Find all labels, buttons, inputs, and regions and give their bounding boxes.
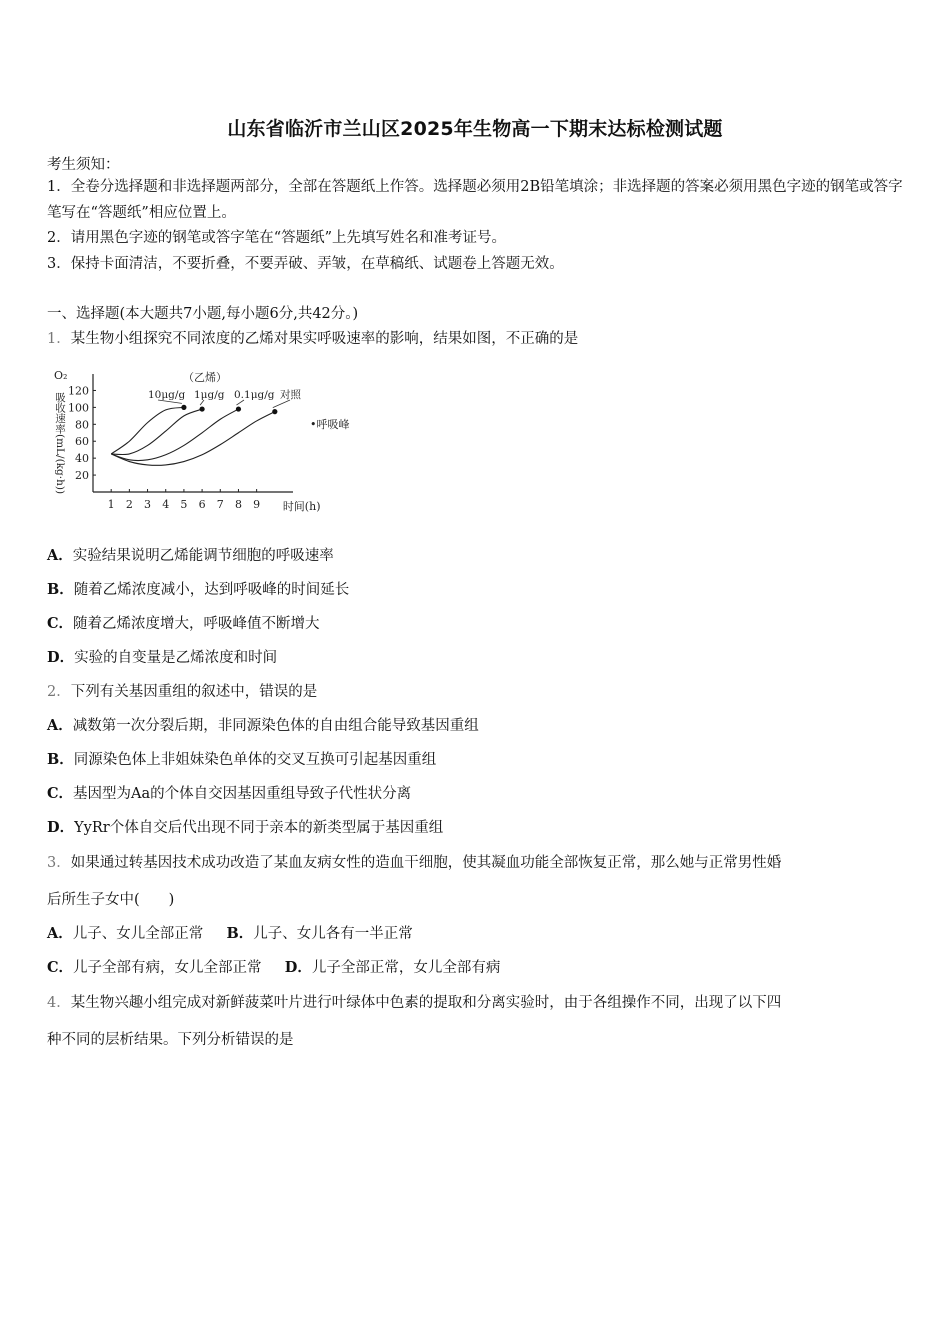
option-2b[interactable] — [47, 748, 436, 769]
question-number: 3． — [47, 855, 71, 871]
series-line-1 — [111, 407, 184, 454]
series-pointer-4 — [273, 400, 290, 408]
series-label-3: 0.1μg/g — [234, 389, 275, 401]
section-heading: 一、选择题(本大题共7小题,每小题6分,共42分。) — [47, 306, 359, 322]
option-label: B． — [47, 581, 74, 598]
x-tick-label: 3 — [144, 498, 152, 511]
question-2 — [47, 680, 317, 701]
option-label: C． — [47, 959, 74, 976]
series-line-4 — [111, 412, 275, 466]
question-3-line-2: 后所生子女中( ) — [47, 892, 175, 908]
question-number: 2． — [47, 684, 71, 700]
y-tick-label: 120 — [68, 384, 89, 398]
series-label-1: 10μg/g — [148, 389, 186, 401]
y-tick-label: 80 — [75, 418, 89, 432]
option-1b[interactable] — [47, 578, 349, 599]
chart-title: （乙烯） — [183, 371, 227, 384]
option-label: D． — [47, 649, 75, 666]
option-label: D． — [284, 959, 312, 976]
x-axis-label: 时间(h) — [282, 500, 321, 513]
notice-item-2: 2．请用黑色字迹的钢笔或答字笔在“答题纸”上先填写姓名和准考证号。 — [47, 230, 507, 246]
question-3-line-1 — [47, 851, 781, 872]
peak-point-3 — [236, 406, 241, 411]
y-axis-unit-top: O₂ — [54, 369, 68, 382]
x-tick-label: 5 — [180, 498, 188, 511]
option-text: 儿子、女儿全部正常 — [72, 926, 204, 942]
option-label: B． — [226, 925, 254, 942]
option-text: 儿子全部有病，女儿全部正常 — [73, 960, 262, 976]
notice-item-3: 3．保持卡面清洁，不要折叠，不要弄破、弄皱，在草稿纸、试题卷上答题无效。 — [47, 256, 564, 272]
option-label: C． — [47, 615, 74, 632]
notice-item-1: 1．全卷分选择题和非选择题两部分，全部在答题纸上作答。选择题必须用2B铅笔填涂；非选择题的答案必须用黑色字迹的钢笔或答字笔写在“答题纸”相应位置上。 — [47, 179, 903, 221]
option-text: 基因型为Aa的个体自交因基因重组导致子代性状分离 — [73, 786, 412, 802]
question-number: 4． — [47, 995, 71, 1011]
x-tick-label: 2 — [125, 498, 133, 511]
peak-point-2 — [199, 406, 204, 411]
option-label: C． — [47, 785, 74, 802]
option-3a[interactable] — [47, 926, 203, 942]
option-1d[interactable] — [47, 646, 277, 667]
peak-point-4 — [272, 409, 277, 414]
y-tick-label: 60 — [75, 435, 89, 449]
respiration-chart — [48, 362, 378, 522]
y-tick-label: 20 — [75, 469, 89, 483]
series-label-4: 对照 — [280, 389, 301, 401]
option-text: 实验结果说明乙烯能调节细胞的呼吸速率 — [72, 548, 334, 564]
question-4-line-1 — [47, 991, 781, 1012]
option-3d[interactable] — [285, 960, 501, 976]
options-3-row-2 — [47, 956, 500, 977]
option-3b[interactable] — [226, 926, 412, 942]
notice-heading: 考生须知： — [47, 157, 120, 173]
chart-legend: •呼吸峰 — [310, 418, 350, 431]
option-label: A． — [47, 547, 73, 564]
question-stem: 如果通过转基因技术成功改造了某血友病女性的造血干细胞，使其凝血功能全部恢复正常，那么她与正常男性婚 — [70, 855, 782, 871]
y-axis-label: 吸收速率(mL/(kg·h)) — [54, 392, 66, 495]
question-stem: 某生物兴趣小组完成对新鲜菠菜叶片进行叶绿体中色素的提取和分离实验时，由于各组操作不同，出现了以下四 — [70, 995, 782, 1011]
x-tick-label: 8 — [234, 498, 242, 511]
option-2a[interactable] — [47, 714, 479, 735]
option-text: 随着乙烯浓度增大，呼吸峰值不断增大 — [73, 616, 320, 632]
option-text: YyRr个体自交后代出现不同于亲本的新类型属于基因重组 — [74, 820, 444, 836]
y-tick-label: 100 — [68, 401, 89, 415]
y-tick-label: 40 — [75, 452, 89, 466]
option-label: D． — [47, 819, 75, 836]
option-1a[interactable] — [47, 544, 334, 565]
question-1 — [47, 327, 578, 348]
option-text: 儿子、女儿各有一半正常 — [253, 926, 413, 942]
option-label: A． — [47, 717, 73, 734]
option-2c[interactable] — [47, 782, 411, 803]
series-line-3 — [111, 409, 238, 460]
option-label: B． — [47, 751, 74, 768]
page-title: 山东省临沂市兰山区2025年生物高一下期末达标检测试题 — [227, 118, 723, 140]
x-tick-label: 1 — [107, 498, 115, 511]
question-stem: 某生物小组探究不同浓度的乙烯对果实呼吸速率的影响，结果如图，不正确的是 — [70, 331, 579, 347]
option-label: A． — [47, 925, 73, 942]
x-tick-label: 4 — [162, 498, 170, 511]
option-text: 同源染色体上非姐妹染色单体的交叉互换可引起基因重组 — [73, 752, 437, 768]
option-text: 随着乙烯浓度减小，达到呼吸峰的时间延长 — [73, 582, 350, 598]
x-tick-label: 7 — [216, 498, 224, 511]
option-3c[interactable] — [47, 960, 262, 976]
question-number: 1． — [47, 331, 71, 347]
x-tick-label: 6 — [198, 498, 206, 511]
series-label-2: 1μg/g — [194, 389, 225, 401]
option-text: 实验的自变量是乙烯浓度和时间 — [74, 650, 278, 666]
option-text: 儿子全部正常，女儿全部有病 — [311, 960, 501, 976]
question-stem: 下列有关基因重组的叙述中，错误的是 — [70, 684, 318, 700]
option-2d[interactable] — [47, 816, 443, 837]
options-3-row-1 — [47, 922, 413, 943]
question-4-line-2: 种不同的层析结果。下列分析错误的是 — [47, 1032, 294, 1048]
option-text: 减数第一次分裂后期，非同源染色体的自由组合能导致基因重组 — [72, 718, 479, 734]
x-tick-label: 9 — [253, 498, 261, 511]
option-1c[interactable] — [47, 612, 320, 633]
peak-point-1 — [181, 405, 186, 410]
